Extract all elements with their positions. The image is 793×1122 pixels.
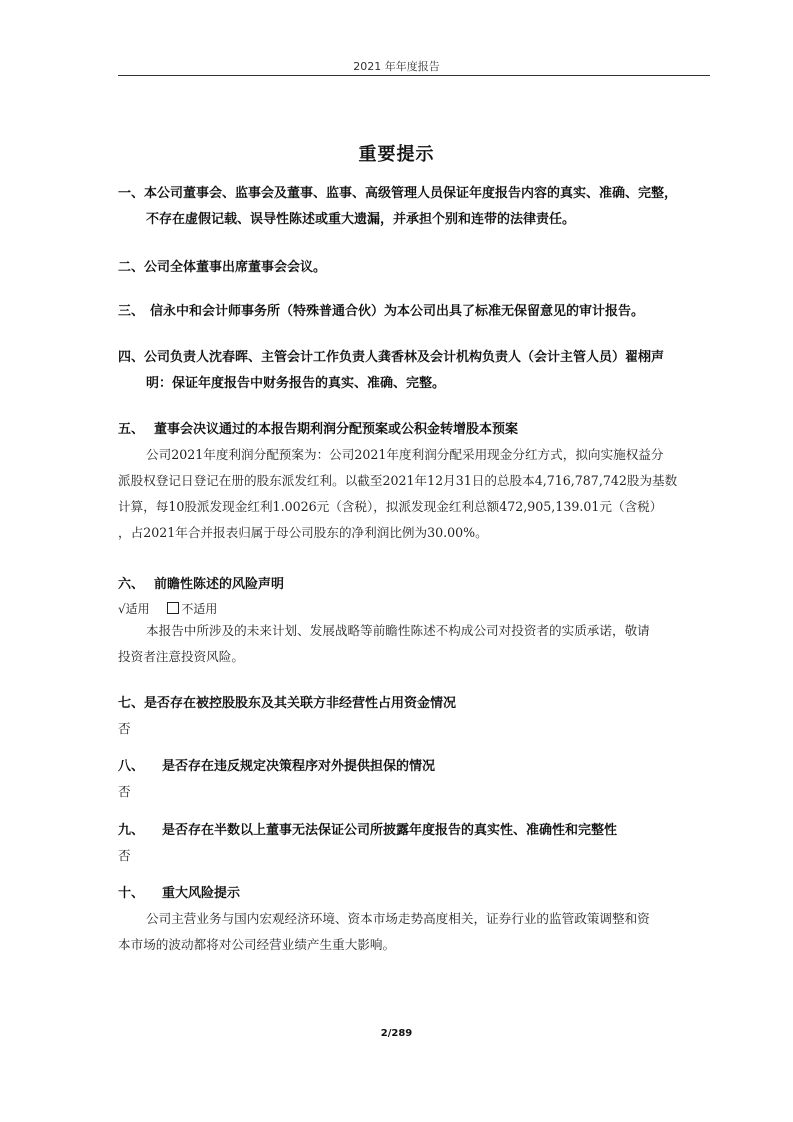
section-6-para-line: 本报告中所涉及的未来计划、发展战略等前瞻性陈述不构成公司对投资者的实质承诺，敬请 (146, 623, 650, 638)
section-8-answer: 否 (118, 784, 131, 799)
section-5-para-line: 派股权登记日登记在册的股东派发红利。以截至2021年12月31日的总股本4,716,787,742股为基数 (118, 473, 678, 488)
section-4-line-1: 四、公司负责人沈春晖、主管会计工作负责人龚香林及会计机构负责人（会计主管人员）翟栩声 (118, 346, 664, 365)
section-5-heading: 五、 董事会决议通过的本报告期利润分配预案或公积金转增股本预案 (118, 418, 518, 437)
section-5-number: 五、 (118, 422, 145, 437)
section-10-heading: 十、 重大风险提示 (118, 882, 240, 901)
section-3-number: 三、 (118, 304, 145, 319)
section-9-heading: 九、 是否存在半数以上董事无法保证公司所披露年度报告的真实性、准确性和完整性 (118, 819, 617, 838)
section-7-answer: 否 (118, 721, 131, 736)
section-10-para-line: 本市场的波动都将对公司经营业绩产生重大影响。 (118, 937, 396, 952)
section-7-heading: 七、是否存在被控股股东及其关联方非经营性占用资金情况 (118, 692, 456, 711)
section-5-para-line: 公司2021年度利润分配预案为：公司2021年度利润分配采用现金分红方式，拟向实施权益分 (146, 447, 664, 462)
page-header: 2021 年年度报告 (353, 60, 440, 73)
section-1-line-1: 一、本公司董事会、监事会及董事、监事、高级管理人员保证年度报告内容的真实、准确、完整， (118, 182, 677, 201)
section-8-number: 八、 (118, 759, 145, 774)
not-applicable-option: 不适用 (181, 602, 218, 616)
page-number: 2/289 (380, 1028, 413, 1039)
page-title: 重要提示 (358, 144, 435, 165)
applicable-option: √适用 (118, 602, 150, 616)
section-6-heading: 六、 前瞻性陈述的风险声明 (118, 573, 284, 592)
section-9-number: 九、 (118, 823, 145, 838)
checkbox-icon (167, 602, 179, 614)
section-7-number: 七、 (118, 696, 145, 711)
section-10-number: 十、 (118, 886, 145, 901)
section-2: 二、公司全体董事出席董事会会议。 (118, 256, 326, 275)
section-3: 三、 信永中和会计师事务所（特殊普通合伙）为本公司出具了标准无保留意见的审计报告。 (118, 300, 644, 319)
section-1-line-2: 不存在虚假记载、误导性陈述或重大遗漏，并承担个别和连带的法律责任。 (146, 212, 576, 227)
section-10-para-line: 公司主营业务与国内宏观经济环境、资本市场走势高度相关，证券行业的监管政策调整和资 (146, 911, 650, 926)
applicability-options (118, 600, 217, 617)
section-5-para-line: 计算，每10股派发现金红利1.0026元（含税），拟派发现金红利总额472,905,139.01元（含税） (118, 499, 663, 514)
section-4-number: 四、 (118, 350, 145, 365)
section-6-number: 六、 (118, 577, 145, 592)
header-divider (118, 75, 710, 76)
section-8-heading: 八、 是否存在违反规定决策程序对外提供担保的情况 (118, 755, 435, 774)
section-4-line-2: 明：保证年度报告中财务报告的真实、准确、完整。 (146, 376, 446, 391)
section-9-answer: 否 (118, 848, 131, 863)
section-1-number: 一、 (118, 186, 145, 201)
section-5-para-line: ，占2021年合并报表归属于母公司股东的净利润比例为30.00%。 (118, 525, 488, 540)
section-2-number: 二、 (118, 260, 145, 275)
section-6-para-line: 投资者注意投资风险。 (118, 649, 244, 664)
